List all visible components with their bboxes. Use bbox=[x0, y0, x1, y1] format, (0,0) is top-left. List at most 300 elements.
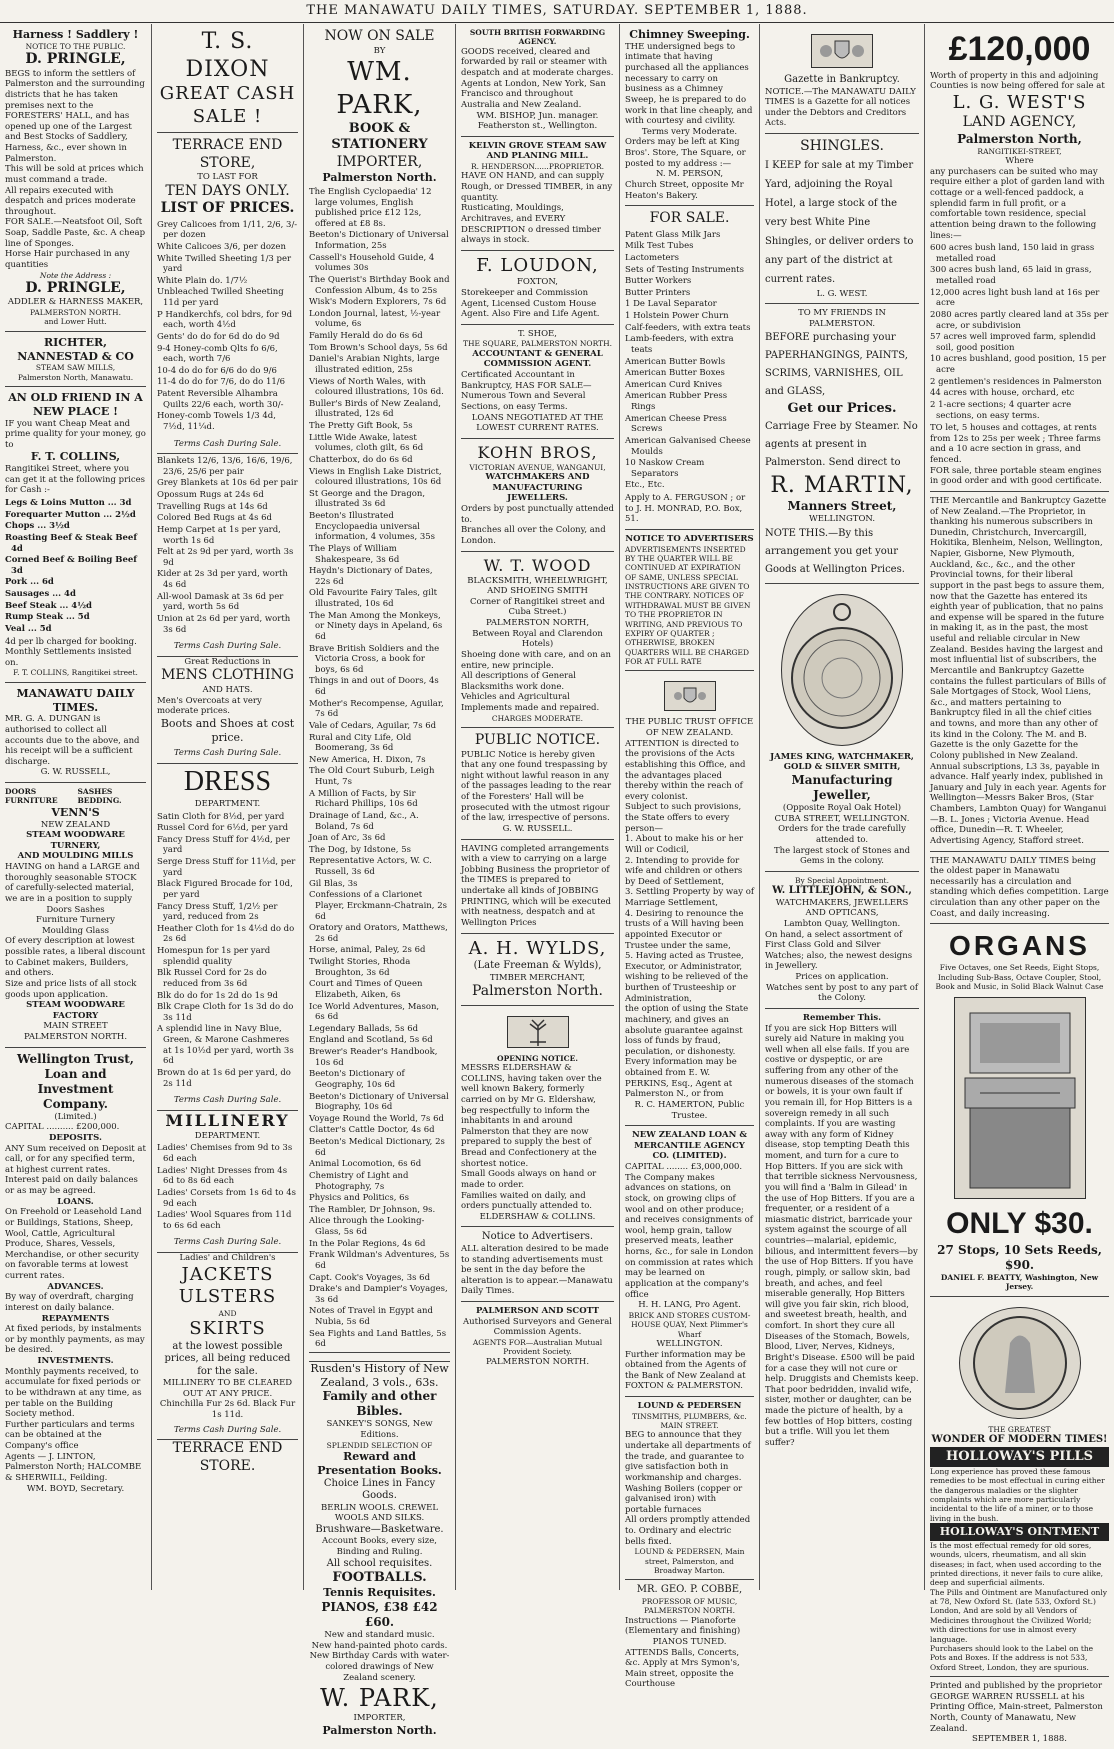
nzloan-capital: CAPITAL ........ £3,000,000. bbox=[625, 1162, 743, 1172]
imprint bbox=[930, 1677, 1109, 1749]
public-trust-ad bbox=[625, 671, 754, 1126]
organs-ad bbox=[930, 924, 1109, 1296]
hoe-accountant: ACCOUNTANT & GENERAL COMMISSION AGENT. bbox=[472, 348, 603, 370]
loudon-foxton: FOXTON, bbox=[516, 277, 558, 288]
lound-ad bbox=[625, 1397, 754, 1580]
list-item: Sea Fights and Land Battles, 5s 6d bbox=[309, 1328, 447, 1350]
kohn-trade: WATCHMAKERS AND MANUFACTURING JEWELLERS. bbox=[485, 472, 590, 504]
kohn-text: Orders by post punctually attended to. bbox=[461, 504, 614, 525]
little-prices: Prices on application. bbox=[795, 972, 889, 982]
venns-woodware: STEAM WOODWARE TURNERY, bbox=[26, 830, 125, 851]
kohn-ad bbox=[461, 439, 614, 552]
wood-blacksmith: BLACKSMITH, WHEELWRIGHT, AND SHOEING SMITH bbox=[467, 575, 608, 597]
wood-charges: CHARGES MODERATE. bbox=[491, 713, 584, 723]
list-item: Twilight Stories, Rhoda Broughton, 3s 6d bbox=[309, 957, 411, 978]
king-largest: The largest stock of Stones and Gems in the colony. bbox=[773, 845, 911, 867]
kohn-title: KOHN BROS, bbox=[477, 442, 598, 462]
public-sign: G. W. RUSSELL. bbox=[502, 823, 573, 834]
sb-agents: Agents at London, New York, San Francisco and throughout Australia and New Zealand. bbox=[461, 78, 606, 110]
list-item: Chatterbox, do do 6s 6d bbox=[309, 454, 413, 465]
venns-ad bbox=[5, 783, 146, 1048]
opening-title: OPENING NOTICE. bbox=[497, 1053, 578, 1063]
venns-every: Of every description at lowest possible rates, a liberal discount to Cabinet makers, Builders, and others. bbox=[5, 936, 146, 979]
wood-ad bbox=[461, 552, 614, 729]
list-item: Mother's Recompense, Aguilar, 7s 6d bbox=[309, 698, 444, 720]
list-item: Cassell's Household Guide, 4 volumes 30s bbox=[309, 252, 435, 274]
list-of-prices: LIST OF PRICES. bbox=[160, 200, 295, 217]
supply-2: Furniture Turnery bbox=[36, 915, 115, 926]
terms-6: Terms Cash During Sale. bbox=[157, 1421, 298, 1441]
west-let: TO let, 5 houses and cottages, at rents from 12s to 25s per week ; Three farms and a 10 acre section in grass, and fenced. bbox=[930, 423, 1101, 465]
wood-vehicles: Vehicles and Agricultural Implements made and repaired. bbox=[461, 692, 600, 713]
list-item: Blk do do for 1s 2d do 1s 9d bbox=[157, 990, 278, 1001]
list-item: St George and the Dragon, illustrated 3s 6d bbox=[309, 488, 426, 510]
public-title: PUBLIC NOTICE. bbox=[474, 732, 601, 748]
notice-heading: NOTICE TO THE PUBLIC. bbox=[25, 41, 126, 51]
king-ad bbox=[765, 584, 919, 872]
list-item: Felt at 2s 9d per yard, worth 3s 9d bbox=[157, 547, 294, 568]
list-item: Views in English Lake District, coloured illustrations, 10s 6d bbox=[309, 466, 442, 488]
notice-advertisers-ad bbox=[461, 1227, 614, 1302]
list-item: Union at 2s 6d per yard, worth 3s 6d bbox=[157, 613, 291, 635]
list-item: Physics and Politics, 6s bbox=[309, 1193, 409, 1204]
doors-label: DOORS FURNITURE bbox=[5, 787, 58, 806]
cobbe-title: MR. GEO. P. COBBE, bbox=[636, 1584, 743, 1596]
list-item: 1 De Laval Separator bbox=[625, 299, 717, 310]
collins-text: Rangitikei Street, where you can get it at the following prices for Cash :- bbox=[5, 464, 146, 496]
list-item: Beef Steak ... 4½d bbox=[5, 600, 93, 611]
new-music: New and standard music. bbox=[324, 1630, 435, 1640]
kelvin-title: KELVIN GROVE STEAM SAW AND PLANING MILL. bbox=[468, 140, 607, 162]
list-item: Alice through the Looking-Glass, 5s 6d bbox=[309, 1216, 425, 1237]
hoe-bankruptcy: Certificated Accountant in Bankruptcy, HAS FOR SALE—Numerous Town and Several Sections, on easy Terms. bbox=[461, 370, 592, 412]
list-item: Capt. Cook's Voyages, 3s 6d bbox=[309, 1272, 431, 1283]
bibles: Family and other Bibles. bbox=[322, 1389, 437, 1419]
list-item: 57 acres well improved farm, splendid soil, good position bbox=[930, 332, 1096, 353]
dixon-ad bbox=[157, 24, 298, 1479]
venns-having: HAVING on hand a LARGE and thoroughly seasonable STOCK of carefully-selected material, we are in a position to supply bbox=[5, 862, 140, 904]
list-item: Chops ... 3½d bbox=[5, 521, 70, 532]
list-item: Confessions of a Clarionet Player, Erckmann-Chatrain, 2s 6d bbox=[309, 890, 447, 922]
shingles-text: I KEEP for sale at my Timber Yard, adjoining the Royal Hotel, a large stock of the very best White Pine Shingles, or deliver orders to any part of the district at current rates. bbox=[765, 159, 914, 285]
martin-before: BEFORE purchasing your PAPERHANGINGS, PAINTS, SCRIMS, VARNISHES, OIL and GLASS, bbox=[765, 332, 908, 398]
bakery-ad bbox=[461, 1006, 614, 1228]
martin-welly: WELLINGTON. bbox=[808, 514, 876, 525]
list-item: Ladies' Chemises from 9d to 3s 6d each bbox=[157, 1143, 293, 1164]
list-item: American Curd Knives bbox=[625, 379, 722, 390]
loans-text: On Freehold or Leasehold Land or Buildings, Stations, Sheep, Wool, Cattle, Agricultural Produce, Shares, Vessels, Merchandise, or other security on favorable terms at lowest current rates. bbox=[5, 1207, 142, 1281]
monthly-note: Monthly Settlements insisted on. bbox=[5, 647, 132, 668]
organs-title: ORGANS bbox=[949, 930, 1090, 962]
west-pn: Palmerston North, bbox=[957, 131, 1082, 146]
list-item: Satin Cloth for 8½d, per yard bbox=[157, 811, 285, 822]
wylds-title: A. H. WYLDS, bbox=[468, 937, 607, 959]
list-item: Heather Cloth for 1s 4½d do do 2s 6d bbox=[157, 923, 295, 945]
mdt-notice bbox=[5, 683, 146, 783]
price-list-2 bbox=[157, 456, 298, 635]
lound-text: BEG to announce that they undertake all departments of the trade, and guarantee to give satisfaction both in workmanship and charges. bbox=[625, 1430, 751, 1483]
list-item: Views of North Wales, with coloured illustrations, 10s 6d. bbox=[309, 376, 444, 398]
and-hats: AND HATS. bbox=[202, 684, 253, 695]
opening-small: Small Goods always on hand or made to order. bbox=[461, 1169, 597, 1190]
mdt-title: MANAWATU DAILY TIMES. bbox=[16, 686, 135, 714]
park-pn: Palmerston North. bbox=[322, 171, 437, 185]
list-item: Beeton's Dictionary of Universal Biography, 10s 6d bbox=[309, 1091, 449, 1113]
chimney-church: Church Street, opposite Mr Heaton's Bakery. bbox=[625, 179, 744, 201]
list-item: 3. Settling Property by way of Marriage Settlement, bbox=[625, 887, 754, 908]
pocket-watch-icon bbox=[781, 594, 903, 746]
birthday-cards: New Birthday Cards with water-colored drawings of New Zealand scenery. bbox=[309, 1651, 450, 1683]
collins-intro: IF you want Cheap Meat and prime quality for your money, go to bbox=[5, 418, 146, 450]
book-list bbox=[309, 187, 450, 1350]
list-item: 11-4 do do for 7/6, do do 11/6 bbox=[157, 377, 286, 388]
west-rangitikei: RANGITIKEI-STREET, bbox=[977, 146, 1062, 156]
list-item: Family Herald do do 6s 6d bbox=[309, 331, 423, 341]
lowest-prices: at the lowest possible prices, all being reduced for the sale. bbox=[164, 1340, 291, 1377]
list-item: Forequarter Mutton ... 2½d bbox=[5, 509, 136, 520]
trust-option: the option of using the State machinery, and gives an absolute guarantee against loss of funds by fraud, peculation, or dishonesty. bbox=[625, 1004, 749, 1057]
trust-text: ATTENTION is directed to the provisions of the Acts establishing this Office, and the advantages placed thereby within the reach of every colonist. bbox=[625, 738, 746, 802]
list-item: Beeton's Dictionary of Universal Information, 25s bbox=[309, 230, 449, 251]
trust-title: Wellington Trust, Loan and Investment Company. bbox=[17, 1051, 134, 1111]
list-item: In the Polar Regions, 4s 6d bbox=[309, 1238, 426, 1249]
wood-corner: Corner of Rangitikei street and Cuba Street.) bbox=[470, 596, 605, 618]
richter-loc: Palmerston North, Manawatu. bbox=[17, 372, 134, 382]
cobbe-prof: PROFESSOR OF MUSIC, PALMERSTON NORTH. bbox=[641, 1596, 738, 1616]
chimney-person: N. M. PERSON, bbox=[655, 169, 724, 180]
ten-days: TEN DAYS ONLY. bbox=[165, 182, 290, 199]
little-text: On hand, a select assortment of First Class Gold and Silver Watches; also, the newest designs in Jewellery. bbox=[765, 929, 913, 972]
pills-text: Long experience has proved these famous remedies to be most effectual in curing either the dangerous maladies or the slighter complaints which are more particularly incidental to the life of a miner, or to those living in the bush. bbox=[930, 1466, 1105, 1523]
nzloan-customs: BRICK AND STORES CUSTOM-HOUSE QUAY, Next Plimmer's Wharf bbox=[628, 1310, 751, 1339]
list-item: The Rambler, Dr Johnson, 9s. bbox=[309, 1204, 436, 1215]
list-item: 2 1-acre sections; 4 quarter acre sections, on easy terms. bbox=[930, 399, 1072, 421]
dairy-list bbox=[625, 230, 754, 491]
list-item: Corned Beef & Boiling Beef 3d bbox=[5, 555, 137, 576]
chinchilla: Chinchilla Fur 2s 6d. Black Fur 1s 11d. bbox=[159, 1399, 296, 1420]
palmerson-mutual: AGENTS FOR—Australian Mutual Provident Society. bbox=[472, 1337, 603, 1357]
list-item: The Plays of William Shakespeare, 3s 6d bbox=[309, 543, 400, 565]
lound-title: LOUND & PEDERSEN bbox=[637, 1401, 742, 1411]
list-item: Rump Steak ... 5d bbox=[5, 612, 90, 623]
richter-sub: STEAM SAW MILLS, bbox=[35, 363, 116, 373]
venns-moulding: AND MOULDING MILLS bbox=[17, 851, 134, 862]
cobbe-attends: ATTENDS Balls, Concerts, &c. Apply at Mrs Symon's, Main street, opposite the Courthouse bbox=[625, 1647, 740, 1690]
list-item: The Querist's Birthday Book and Confession Album, 4s to 25s bbox=[309, 274, 450, 296]
shingles-title: SHINGLES. bbox=[800, 138, 884, 154]
repayments-heading: REPAYMENTS bbox=[41, 1313, 110, 1324]
boyd-sign: WM. BOYD, Secretary. bbox=[26, 1483, 125, 1494]
wylds-freeman: (Late Freeman & Wylds), bbox=[473, 960, 602, 971]
list-item: Opossum Rugs at 24s 6d bbox=[157, 490, 264, 500]
list-item: All-wool Damask at 3s 6d per yard, worth 5s 6d bbox=[157, 591, 284, 613]
list-item: Gil Blas, 3s bbox=[309, 878, 358, 889]
wellington-trust-ad bbox=[5, 1048, 146, 1499]
for-sale-ad bbox=[625, 206, 754, 530]
park2-importer: IMPORTER, bbox=[353, 1713, 406, 1724]
and-word: AND bbox=[218, 1308, 237, 1318]
richter-title: RICHTER, NANNESTAD & CO bbox=[17, 335, 134, 363]
kelvin-proprietor: R. HENDERSON......PROPRIETOR. bbox=[471, 162, 604, 171]
pringle-note: Note the Address : bbox=[39, 270, 112, 280]
list-item: Representative Actors, W. C. Russell, 3s 6d bbox=[309, 856, 432, 877]
jobbing-ad bbox=[461, 840, 614, 934]
martin-ad bbox=[765, 304, 919, 584]
list-item: Drainage of Land, &c., A. Boland, 7s 6d bbox=[309, 810, 419, 832]
list-item: Etc., Etc. bbox=[625, 480, 665, 491]
list-item: Blk Crape Cloth for 1s 3d do do 3s 11d bbox=[157, 1002, 294, 1023]
tennis: Tennis Requisites. bbox=[323, 1586, 436, 1600]
hoe-name: T. SHOE, bbox=[518, 328, 557, 339]
list-item: Brave British Soldiers and the Victoria Cross, a book for boys, 6s 6d bbox=[309, 643, 440, 675]
printed-text: Printed and published by the proprietor GEORGE WARREN RUSSELL at his Printing Office, Main-street, Palmerston North, County of Manawatu, New Zealand. bbox=[930, 1681, 1103, 1734]
holloway-ad bbox=[930, 1297, 1109, 1677]
list-item: Patent Glass Milk Jars bbox=[625, 229, 721, 240]
list-item: Milk Test Tubes bbox=[625, 241, 694, 252]
list-item: American Cheese Press Screws bbox=[625, 413, 727, 435]
millinery-dept: DEPARTMENT. bbox=[194, 1130, 261, 1141]
jobbing-text: HAVING completed arrangements with a view to carrying on a large Jobbing Business the proprietor of the TIMES is prepared to undertake all kinds of JOBBING PRINTING, which will be executed with neatness, despatch and at Wellington Prices bbox=[461, 843, 611, 928]
mercantile-ad bbox=[930, 492, 1109, 852]
trust-title: THE PUBLIC TRUST OFFICE OF NEW ZEALAND. bbox=[625, 717, 754, 738]
mercantile-text: THE Mercantile and Bankruptcy Gazette of New Zealand.—The Proprietor, in thanking his numerous subscribers in Dunedin, Christchurch, Invercargill, Hokitika, Blenheim, Nelson, Wellington, Napier, Gisborne, New Plymouth, Auckland, &c., &c., and the other Provincial towns, for their liberal support in the past begs to assure them, now that the Gazette has entered its eighth year of publication, that no pains and expense will be spared in the future in making it, as in the past, the most useful and reliable circular in New Zealand. Besides having the largest and most influential list of subscribers, the Mercantile and Bankruptcy Gazette contains the fullest particulars of Bills of Sale Mortgages of Stock, Wool Liens, &c., and matters pertaining to Bankruptcy filed in all the chief cities and towns, and more than any other of its kind in the Colony. The M. and B. Gazette is the only Gazette for the Colony published in New Zealand. Annual subscriptions, L3 3s, payable in advance. Half yearly index, published in January and July in each year. Agents for Wellington—Messrs Baker Bros, (Star Chambers, Lambton Quay) for Wanganui —B. L. Jones ; Victoria Avenue. Head office, Dunedin—R. T. Wheeler, Advertising Agency, Stafford street. bbox=[930, 495, 1107, 846]
list-item: 300 acres bush land, 65 laid in grass, metalled road bbox=[930, 265, 1092, 286]
loudon-ad bbox=[461, 251, 614, 325]
russell-sign: G. W. RUSSELL, bbox=[40, 767, 111, 778]
notice-text: ADVERTISEMENTS INSERTED BY THE QUARTER WILL BE CONTINUED AT EXPIRATION OF SAME, UNLESS SPECIAL INSTRUCTIONS ARE GIVEN TO THE CONTRARY. NOTICES OF WITHDRAWAL MUST BE GIVEN TO THE PROPRIETOR IN WRITING, AND PREVIOUS TO EXPIRY OF QUARTER ; OTHERWISE, BROKEN QUARTERS WILL BE CHARGED FOR AT FULL RATE bbox=[625, 544, 751, 666]
trust-limited: (Limited.) bbox=[54, 1111, 97, 1122]
greatest: THE GREATEST bbox=[988, 1424, 1051, 1434]
list-item: The Man Among the Monkeys, or Ninety days in Apeland, 6s 6d bbox=[309, 610, 443, 642]
royal-arms-icon bbox=[811, 34, 873, 68]
list-item: The Old Court Suburb, Leigh Hunt, 7s bbox=[309, 766, 435, 787]
sb-title: SOUTH BRITISH FORWARDING AGENCY. bbox=[469, 28, 606, 47]
little-trade: WATCHMAKERS, JEWELLERS AND OPTICANS, bbox=[775, 897, 909, 919]
list-item: Blankets 12/6, 13/6, 16/6, 19/6, 23/6, 25/6 per pair bbox=[157, 456, 293, 477]
list-item: Homespun for 1s per yard splendid quality bbox=[157, 946, 271, 967]
list-item: Vale of Cedars, Aguilar, 7s 6d bbox=[309, 720, 437, 731]
wheat-sheaf-icon bbox=[507, 1016, 569, 1048]
deposits-text: ANY Sum received on Deposit at call, or for any specified term, at highest current rates. Interest paid on daily balances or as may be agreed. bbox=[5, 1143, 146, 1196]
list-item: Little Wide Awake, latest volumes, cloth gilt, 6s 6d bbox=[309, 432, 424, 454]
jackets: JACKETS bbox=[181, 1263, 274, 1285]
lound-washing: Washing Boilers (copper or galvanised iron) with portable furnaces bbox=[625, 1483, 743, 1515]
list-item: Unbleached Twilled Sheeting 11d per yard bbox=[157, 287, 284, 308]
public-text: PUBLIC Notice is hereby given that any one found trespassing by night without lawful reason in any of the passages leading to the rear of the Foresters' Hall will be prosecuted with the utmost rigour of the law, irrespective of persons. bbox=[461, 749, 612, 824]
notice-adv-title: Notice to Advertisers. bbox=[481, 1231, 594, 1243]
little-special: By Special Appointment. bbox=[795, 875, 889, 885]
list-item: 2080 acres partly cleared land at 35s per acre, or subdivision bbox=[930, 309, 1109, 331]
ulsters: ULSTERS bbox=[178, 1286, 277, 1308]
seal-illustration-icon bbox=[959, 1307, 1081, 1419]
repayments-text: At fixed periods, by instalments or by monthly payments, as may be desired. bbox=[5, 1324, 145, 1356]
list-item: Calf-feeders, with extra teats bbox=[625, 322, 751, 333]
list-item: Serge Dress Stuff for 11½d, per yard bbox=[157, 857, 296, 878]
wylds-timber: TIMBER MERCHANT, bbox=[489, 972, 586, 983]
dress-dept: DEPARTMENT. bbox=[194, 798, 261, 809]
wylds-ad bbox=[461, 934, 614, 1006]
skirts: SKIRTS bbox=[189, 1318, 266, 1339]
sold-text: The Pills and Ointment are Manufactured only at 78, New Oxford St. (late 533, Oxford St.) London, And are sold by all Vendors of Medicines throughout the Civilized World; with directions for use in almost every language. bbox=[930, 1587, 1107, 1644]
hoe-loans: LOANS NEGOTIATED AT THE LOWEST CURRENT RATES. bbox=[471, 412, 604, 434]
list-item: Pork ... 6d bbox=[5, 577, 54, 588]
list-item: Sets of Testing Instruments bbox=[625, 264, 744, 275]
park2-pn: Palmerston North. bbox=[322, 1723, 437, 1737]
list-item: White Plain do. 1/7½ bbox=[157, 275, 248, 286]
wood-pn: PALMERSTON NORTH, bbox=[485, 618, 590, 628]
list-item: American Butter Boxes bbox=[625, 368, 725, 379]
list-item: 2 gentlemen's residences in Palmerston bbox=[930, 376, 1102, 387]
organs-beatty: DANIEL F. BEATTY, Washington, New Jersey. bbox=[940, 1272, 1099, 1292]
lound-orders: All orders promptly attended to. Ordinary and electric bells fixed. bbox=[625, 1515, 751, 1547]
venns-header bbox=[5, 787, 146, 806]
column-3 bbox=[304, 24, 456, 1737]
list-item: Haydn's Dictionary of Dates, 22s 6d bbox=[309, 566, 433, 587]
gazette-title: Gazette in Bankruptcy. bbox=[784, 74, 900, 85]
millinery-clear: MILLINERY TO BE CLEARED OUT AT ANY PRICE. bbox=[162, 1378, 293, 1399]
collins-name: F. T. COLLINS, bbox=[30, 450, 121, 464]
footballs: FOOTBALLS. bbox=[332, 1570, 427, 1585]
collins-ad bbox=[5, 387, 146, 683]
west-land-ad bbox=[930, 24, 1109, 492]
list-item: Ladies' Corsets from 1s 6d to 4s 9d each bbox=[157, 1187, 296, 1209]
list-item: Black Figured Brocade for 10d, per yard bbox=[157, 879, 293, 900]
pringle-prices: This will be sold at prices which must command a trade. bbox=[5, 164, 144, 185]
richter-ad bbox=[5, 332, 146, 387]
kohn-branches: Branches all over the Colony, and London. bbox=[461, 525, 606, 546]
list-item: Oratory and Orators, Matthews, 2s 6d bbox=[309, 923, 448, 944]
for-sale-title: FOR SALE. bbox=[649, 210, 730, 227]
opening-sign: ELDERSHAW & COLLINS. bbox=[479, 1211, 596, 1222]
lound-tinsmiths: TINSMITHS, PLUMBERS, &c. MAIN STREET. bbox=[632, 1411, 747, 1430]
school: All school requisites. bbox=[326, 1557, 433, 1569]
terms-3: Terms Cash During Sale. bbox=[157, 744, 298, 764]
list-item: 44 acres with house, orchard, etc bbox=[930, 388, 1075, 399]
kelvin-text: HAVE ON HAND, and can supply Rough, or Dressed TIMBER, in any quantity. bbox=[461, 171, 613, 203]
dress-title: DRESS bbox=[183, 765, 272, 797]
pills-banner: HOLLOWAY'S PILLS bbox=[930, 1447, 1109, 1467]
rusden: Rusden's History of New Zealand, 3 vols., 63s. bbox=[310, 1361, 449, 1389]
gazette-text: NOTICE.—The MANAWATU DAILY TIMES is a Gazette for all notices under the Debtors and Creditors Acts. bbox=[765, 86, 916, 129]
list-item: Blk Russel Cord for 2s do reduced from 3s 6d bbox=[157, 968, 267, 989]
park-importer: IMPORTER, bbox=[336, 153, 423, 170]
list-item: 9-4 Honey-comb Qlts fo 6/6, each, worth 7/6 bbox=[157, 343, 278, 365]
dixon-title: T. S. DIXON bbox=[185, 29, 270, 82]
nzloan-further: Further information may be obtained from the Agents of the Bank of New Zealand at FOXTON & PALMERSTON. bbox=[625, 1349, 746, 1392]
hoe-ad bbox=[461, 325, 614, 439]
pringle-text: BEGS to inform the settlers of Palmerston and the surrounding districts that he has taken premises next to the FORESTERS' HALL, and has opened up one of the Largest and Best Stocks of Saddlery, Harness, &c., ever shown in Palmerston. bbox=[5, 68, 145, 164]
list-item: Animal Locomotion, 6s 6d bbox=[309, 1159, 422, 1170]
last-for: TO LAST FOR bbox=[197, 172, 258, 182]
list-item: White Twilled Sheeting 1/3 per yard bbox=[157, 253, 292, 275]
pringle2-loc: PALMERSTON NORTH. bbox=[30, 308, 121, 317]
venns-nz: NEW ZEALAND bbox=[40, 819, 111, 830]
martin-get: Get our Prices. bbox=[787, 401, 897, 417]
list-item: Buller's Birds of New Zealand, illustrated, 12s 6d bbox=[309, 398, 442, 420]
terrace-end: TERRACE END STORE, bbox=[172, 137, 283, 171]
list-item: Tom Brown's School days, 5s 6d bbox=[309, 342, 448, 353]
park-ad bbox=[309, 24, 450, 1742]
daily-ad bbox=[930, 852, 1109, 925]
terms-2: Terms Cash During Sale. bbox=[157, 637, 298, 657]
old-friend: AN OLD FRIEND IN A NEW PLACE ! bbox=[8, 391, 143, 418]
list-item: Voyage Round the World, 7s 6d bbox=[309, 1113, 444, 1124]
supply-1: Doors Sashes bbox=[46, 904, 105, 915]
list-item: Gents' do do for 6d do do 9d bbox=[157, 331, 280, 342]
loans-heading: LOANS. bbox=[57, 1196, 94, 1207]
pringle-ad bbox=[5, 24, 146, 332]
splendid: SPLENDID SELECTION OF bbox=[326, 1440, 433, 1450]
king-cuba: CUBA STREET, WELLINGTON. bbox=[774, 813, 910, 824]
nzloan-wellington: WELLINGTON. bbox=[656, 1338, 723, 1349]
list-item: Lactometers bbox=[625, 252, 679, 263]
king-opposite: (Opposite Royal Oak Hotel) bbox=[782, 803, 902, 813]
kohn-sub: VICTORIAN AVENUE, WANGANUI, bbox=[469, 462, 606, 472]
list-item: Fancy Dress Stuff, 1/2½ per yard, reduced from 2s bbox=[157, 901, 278, 923]
investments-text: Monthly payments received, to accumulate for fixed periods or to be withdrawn at any time, as per table on the Building Society method. bbox=[5, 1366, 142, 1420]
list-item: American Rubber Press Rings bbox=[625, 391, 728, 412]
list-item: Horse, animal, Paley, 2s 6d bbox=[309, 945, 426, 956]
wylds-pn: Palmerston North. bbox=[471, 983, 604, 1000]
venns-pn: PALMERSTON NORTH. bbox=[23, 1032, 128, 1042]
little-watches: Watches sent by post to any part of the Colony. bbox=[765, 982, 918, 1004]
wonder: WONDER OF MODERN TIMES! bbox=[931, 1434, 1108, 1445]
dungan-text: MR. G. A. DUNGAN is authorised to collect all accounts due to the above, and his receipt will be a sufficient discharge. bbox=[5, 714, 140, 767]
venns-main: MAIN STREET bbox=[43, 1021, 108, 1032]
list-item: Joan of Arc, 3s 6d bbox=[309, 833, 386, 844]
sankey: SANKEY'S SONGS, New Editions. bbox=[326, 1419, 433, 1440]
hoe-square: THE SQUARE, PALMERSTON NORTH. bbox=[462, 339, 613, 349]
west-purchasers: any purchasers can be suited who may require either a plot of garden land with cottage or a well-fenced paddock, a splendid farm in full profit, or a comfortable town residence, special attention being drawn to the following lines:— bbox=[930, 166, 1105, 241]
cobbe-pianos: PIANOS TUNED. bbox=[652, 1636, 727, 1647]
list-item: Ladies' Wool Squares from 11d to 6s 6d each bbox=[157, 1210, 292, 1231]
column-1 bbox=[0, 24, 152, 1590]
list-item: Chemistry of Light and Photography, 7s bbox=[309, 1170, 409, 1192]
venns-title: VENN'S bbox=[51, 805, 100, 819]
king-title: JAMES KING, WATCHMAKER, GOLD & SILVER SMITH, bbox=[770, 751, 914, 773]
martin-friends: TO MY FRIENDS IN PALMERSTON. bbox=[798, 308, 886, 329]
chimney-title: Chimney Sweeping. bbox=[629, 28, 750, 41]
for-sale-apply: Apply to A. FERGUSON ; or to J. H. MONRAD, P.O. Box, 51. bbox=[625, 493, 746, 525]
list-item: England and Scotland, 5s 6d bbox=[309, 1035, 433, 1046]
list-item: Kider at 2s 3d per yard, worth 4s 6d bbox=[157, 569, 288, 590]
chimney-terms: Terms very Moderate. bbox=[641, 126, 738, 137]
hop-text: If you are sick Hop Bitters will surely aid Nature in making you well when all else fails. If you are costive or dyspeptic, or are suffering from any other of the numerous diseases of the stomach or bowels, it is your own fault if you remain ill, for Hop Bitters is a sovereign remedy in all such complaints. If you are wasting away with any form of Kidney disease, stop tempting Death this moment, and turn for a cure to Hop Bitters. If you are sick with that terrible sickness Nervousness, you will find a 'Balm in Gilead' in the use of Hop Bitters. If you are a frequenter, or a resident of a miasmatic district, barricade your system against the scourge of all countries—malarial, epidemic, bilious, and intermittent fevers—by the use of Hop Bitters. If you have rough, pimply, or sallow skin, bad breath, and aches, and feel miserable generally, Hop Bitters will give you fair skin, rich blood, and sweetest breath, health, and comfort. In short they cure all Diseases of the Stomach, Bowels, Blood, Liver, Nerves, Kidneys, Bright's Disease. £500 will be paid for a case they will not cure or help. Druggists and Chemists keep. That poor bedridden, invalid wife, sister, mother or daughter, can be made the picture of health, by a few bottles of Hop bitters, costing but a trifle. Will you let them suffer? bbox=[765, 1023, 919, 1448]
list-item: Russel Cord for 6½d, per yard bbox=[157, 823, 289, 834]
nzloan-title: NEW ZEALAND LOAN & MERCANTILE AGENCY CO. (LIMITED). bbox=[631, 1130, 748, 1162]
list-item: Frank Wildman's Adventures, 5s 6d bbox=[309, 1250, 450, 1271]
cobbe-instr: Instructions — Pianoforte (Elementary and finishing) bbox=[625, 1615, 741, 1637]
martin-title: R. MARTIN, bbox=[770, 472, 914, 498]
beware-text: Purchasers should look to the Label on the Pots and Boxes. If the address is not 533, Oxford Street, London, they are spurious. bbox=[930, 1643, 1094, 1672]
venns-factory: STEAM WOODWARE FACTORY bbox=[26, 1000, 125, 1021]
list-item: Old Favourite Fairy Tales, gilt illustrated, 10s 6d bbox=[309, 588, 438, 609]
list-item: A splendid line in Navy Blue, Green, & Marone Cashmeres at 1s 10½d per yard, worth 3s 6d bbox=[157, 1024, 294, 1067]
list-item: 2. Intending to provide for wife and children or others by Deed of Settlement, bbox=[625, 855, 743, 887]
further-text: Further particulars and terms can be obtained at the Company's office bbox=[5, 1419, 135, 1451]
list-item: Beeton's Dictionary of Geography, 10s 6d bbox=[309, 1069, 405, 1090]
pringle-title: D. PRINGLE, bbox=[25, 51, 126, 68]
wood-title: W. T. WOOD bbox=[483, 555, 592, 575]
west-name: L. G. WEST'S bbox=[952, 91, 1087, 113]
investments-heading: INVESTMENTS. bbox=[37, 1356, 114, 1366]
overcoats: Men's Overcoats at very moderate prices. bbox=[157, 695, 262, 717]
littlejohn-ad bbox=[765, 872, 919, 1009]
millinery-title: MILLINERY bbox=[165, 1110, 290, 1130]
account-books: Account Books, every size, Binding and Ruling. bbox=[322, 1536, 437, 1557]
list-item: 10-4 do do for 6/6 do do 9/6 bbox=[157, 365, 277, 376]
little-lambton: Lambton Quay, Wellington. bbox=[783, 918, 901, 929]
